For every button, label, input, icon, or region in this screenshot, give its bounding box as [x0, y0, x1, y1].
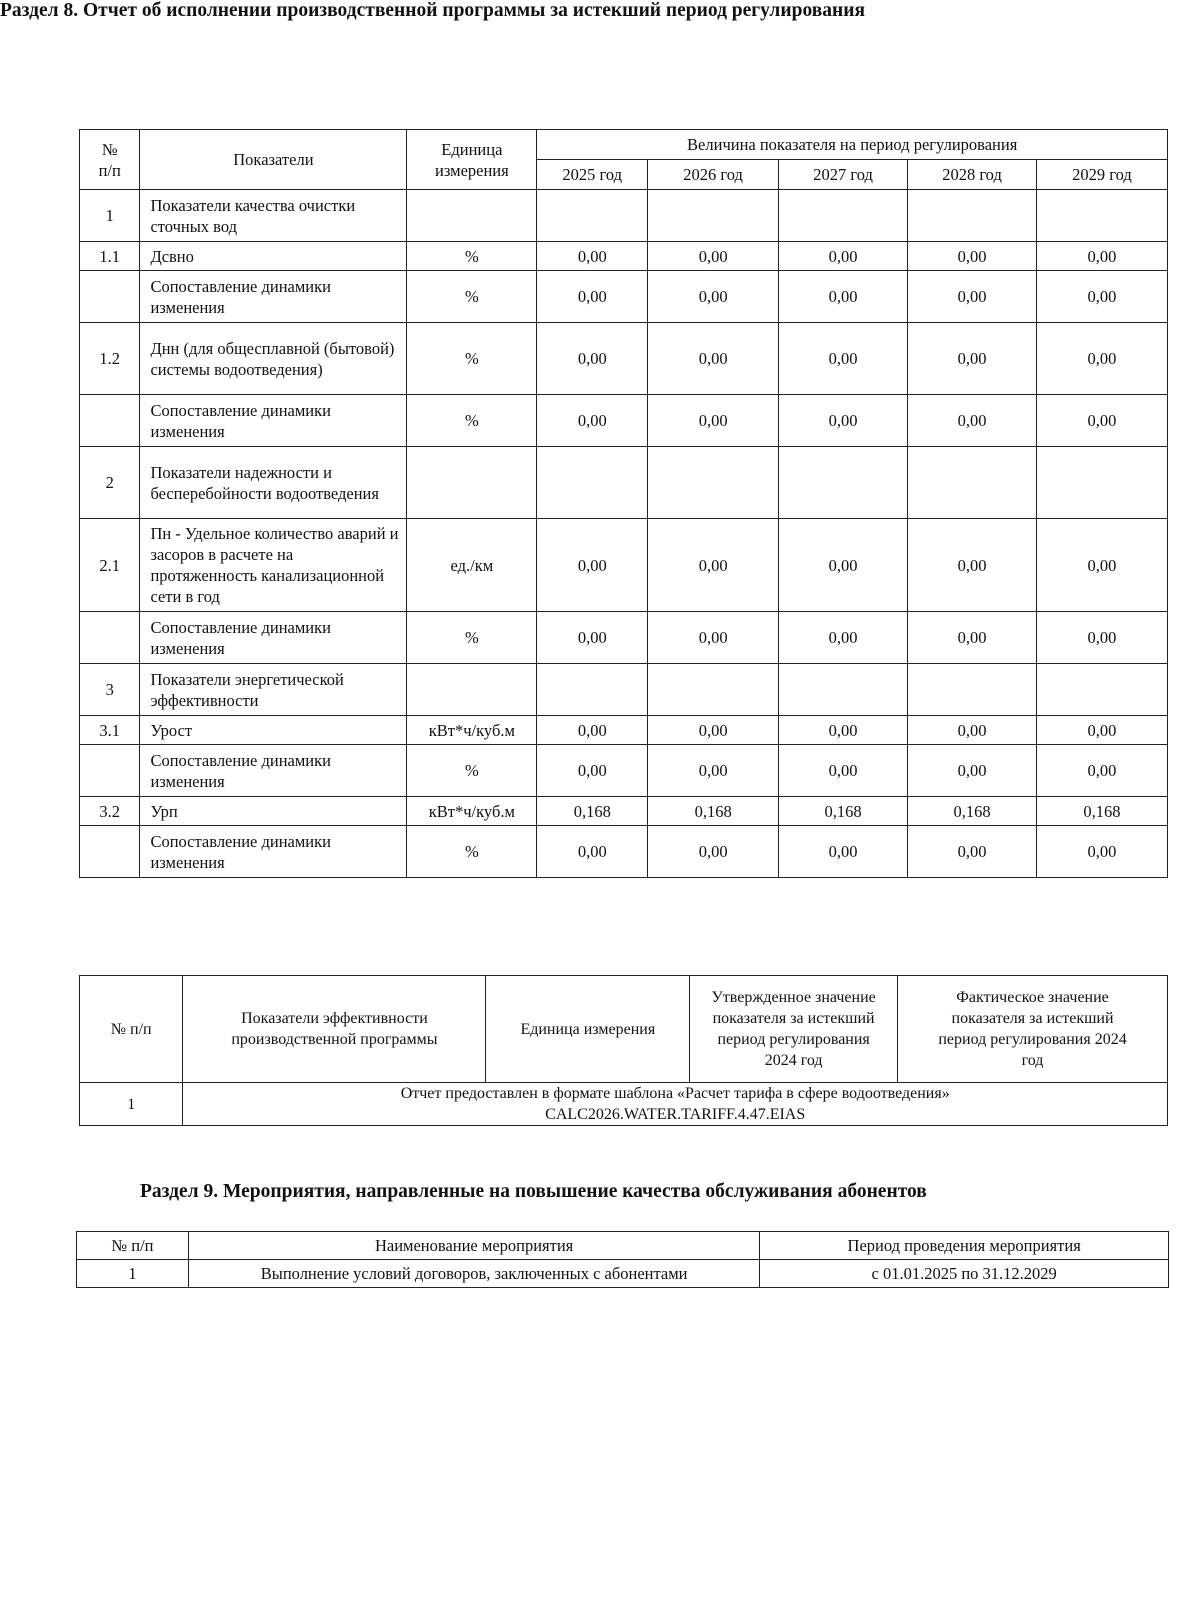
table-row	[80, 664, 1168, 716]
row-value	[908, 190, 1037, 242]
s9-header-period: Период проведения мероприятия	[760, 1232, 1169, 1260]
row-value	[648, 447, 779, 519]
row-num	[80, 826, 140, 878]
table-row	[80, 271, 1168, 323]
row-value: 0,00	[648, 271, 779, 323]
row-value: 0,00	[1036, 745, 1167, 797]
row-num	[80, 395, 140, 447]
header-year: 2025 год	[537, 160, 648, 190]
s8-row-text	[183, 1083, 1168, 1126]
row-value: 0,00	[537, 395, 648, 447]
row-value: 0,168	[648, 797, 779, 826]
row-indicator-name: Сопоставление динамики изменения	[140, 826, 407, 878]
row-value: 0,168	[908, 797, 1037, 826]
row-indicator-name: Сопоставление динамики изменения	[140, 395, 407, 447]
header-year: 2029 год	[1036, 160, 1167, 190]
row-unit: кВт*ч/куб.м	[407, 797, 537, 826]
section9-title: Раздел 9. Мероприятия, направленные на повышение качества обслуживания абонентов	[140, 1181, 927, 1202]
row-value	[537, 664, 648, 716]
row-value: 0,00	[908, 612, 1037, 664]
row-indicator-name: Урост	[140, 716, 407, 745]
row-value: 0,00	[1036, 519, 1167, 612]
row-value	[537, 447, 648, 519]
table-row	[80, 612, 1168, 664]
s8-header-actual: Фактическое значение показателя за истекший период регулирования 2024 год	[898, 976, 1168, 1083]
row-num	[80, 745, 140, 797]
section8-table	[79, 975, 1168, 1126]
row-indicator-name: Показатели качества очистки сточных вод	[140, 190, 407, 242]
row-value: 0,00	[648, 716, 779, 745]
row-value: 0,168	[779, 797, 908, 826]
row-value: 0,00	[648, 395, 779, 447]
row-value: 0,00	[1036, 323, 1167, 395]
row-value: 0,00	[537, 826, 648, 878]
row-value	[908, 447, 1037, 519]
row-unit: %	[407, 612, 537, 664]
row-value: 0,00	[908, 395, 1037, 447]
row-value: 0,00	[648, 519, 779, 612]
row-value: 0,00	[779, 242, 908, 271]
s9-header-num: № п/п	[77, 1232, 189, 1260]
table-row	[80, 519, 1168, 612]
row-value	[537, 190, 648, 242]
row-indicator-name: Сопоставление динамики изменения	[140, 745, 407, 797]
row-unit: кВт*ч/куб.м	[407, 716, 537, 745]
row-num: 2	[80, 447, 140, 519]
header-year: 2028 год	[908, 160, 1037, 190]
row-value: 0,00	[537, 745, 648, 797]
s9-row-period: с 01.01.2025 по 31.12.2029	[760, 1260, 1169, 1288]
row-value: 0,00	[908, 242, 1037, 271]
row-value	[779, 664, 908, 716]
row-value: 0,00	[779, 745, 908, 797]
row-value: 0,00	[648, 242, 779, 271]
row-indicator-name: Пн - Удельное количество аварий и засоров в расчете на протяженность канализационной сети в год	[140, 519, 407, 612]
table-row	[80, 826, 1168, 878]
row-value: 0,00	[648, 826, 779, 878]
row-value: 0,00	[779, 716, 908, 745]
row-unit: %	[407, 323, 537, 395]
row-num: 1	[80, 190, 140, 242]
row-unit	[407, 190, 537, 242]
row-unit	[407, 664, 537, 716]
row-value	[1036, 190, 1167, 242]
row-unit: ед./км	[407, 519, 537, 612]
row-num: 1.1	[80, 242, 140, 271]
row-value: 0,00	[779, 826, 908, 878]
row-num: 3.2	[80, 797, 140, 826]
row-unit: %	[407, 395, 537, 447]
row-value	[1036, 664, 1167, 716]
s8-header-indicators: Показатели эффективности производственной программы	[183, 976, 486, 1083]
row-value: 0,00	[1036, 242, 1167, 271]
row-num: 3.1	[80, 716, 140, 745]
row-value	[648, 190, 779, 242]
row-value: 0,00	[779, 323, 908, 395]
row-value	[648, 664, 779, 716]
row-value: 0,00	[537, 242, 648, 271]
table-row	[80, 447, 1168, 519]
table-row	[80, 716, 1168, 745]
row-value: 0,168	[1036, 797, 1167, 826]
row-num: 3	[80, 664, 140, 716]
table-row	[80, 242, 1168, 271]
s9-header-name: Наименование мероприятия	[188, 1232, 759, 1260]
row-value: 0,00	[908, 323, 1037, 395]
row-value: 0,00	[648, 612, 779, 664]
row-value	[1036, 447, 1167, 519]
row-unit: %	[407, 271, 537, 323]
row-unit	[407, 447, 537, 519]
row-indicator-name: Дсвно	[140, 242, 407, 271]
s8-header-unit: Единица измерения	[486, 976, 690, 1083]
row-value: 0,00	[779, 271, 908, 323]
row-value: 0,168	[537, 797, 648, 826]
s9-row-num: 1	[77, 1260, 189, 1288]
row-value: 0,00	[908, 716, 1037, 745]
s8-header-approved: Утвержденное значение показателя за истекший период регулирования 2024 год	[690, 976, 898, 1083]
row-value: 0,00	[1036, 826, 1167, 878]
s9-row-name: Выполнение условий договоров, заключенных с абонентами	[188, 1260, 759, 1288]
header-num: № п/п	[80, 130, 140, 190]
row-value: 0,00	[1036, 271, 1167, 323]
row-value: 0,00	[908, 745, 1037, 797]
row-value: 0,00	[1036, 612, 1167, 664]
header-year: 2026 год	[648, 160, 779, 190]
row-value: 0,00	[908, 271, 1037, 323]
header-year: 2027 год	[779, 160, 908, 190]
row-value	[908, 664, 1037, 716]
s8-row-num: 1	[80, 1083, 183, 1126]
row-indicator-name: Сопоставление динамики изменения	[140, 612, 407, 664]
row-value: 0,00	[537, 271, 648, 323]
section8-title: Раздел 8. Отчет об исполнении производственной программы за истекший период регулирования	[0, 0, 866, 21]
row-indicator-name: Днн (для общесплавной (бытовой) системы водоотведения)	[140, 323, 407, 395]
row-num: 2.1	[80, 519, 140, 612]
row-num	[80, 612, 140, 664]
section9-table	[76, 1231, 1169, 1288]
s8-header-num: № п/п	[80, 976, 183, 1083]
row-value: 0,00	[779, 519, 908, 612]
s8-row-text-line2: CALC2026.WATER.TARIFF.4.47.EIAS	[545, 1106, 806, 1123]
row-value: 0,00	[779, 395, 908, 447]
row-value: 0,00	[1036, 716, 1167, 745]
row-value: 0,00	[648, 745, 779, 797]
table-row	[80, 395, 1168, 447]
row-indicator-name: Урп	[140, 797, 407, 826]
indicators-table	[79, 129, 1168, 878]
table-row	[80, 323, 1168, 395]
table-row	[80, 745, 1168, 797]
row-value: 0,00	[537, 612, 648, 664]
row-value: 0,00	[537, 519, 648, 612]
row-unit: %	[407, 242, 537, 271]
header-indicator: Показатели	[140, 130, 407, 190]
row-indicator-name: Показатели энергетической эффективности	[140, 664, 407, 716]
row-value: 0,00	[1036, 395, 1167, 447]
row-value: 0,00	[908, 826, 1037, 878]
row-value	[779, 447, 908, 519]
row-value	[779, 190, 908, 242]
table-row	[80, 797, 1168, 826]
row-value: 0,00	[537, 323, 648, 395]
row-unit: %	[407, 745, 537, 797]
row-num	[80, 271, 140, 323]
table-row	[80, 190, 1168, 242]
row-value: 0,00	[648, 323, 779, 395]
s8-row-text-line1: Отчет предоставлен в формате шаблона «Расчет тарифа в сфере водоотведения»	[400, 1085, 950, 1102]
row-indicator-name: Показатели надежности и бесперебойности водоотведения	[140, 447, 407, 519]
row-value: 0,00	[537, 716, 648, 745]
row-value: 0,00	[908, 519, 1037, 612]
row-value: 0,00	[779, 612, 908, 664]
header-period-group: Величина показателя на период регулирования	[537, 130, 1168, 160]
header-unit: Единица измерения	[407, 130, 537, 190]
row-indicator-name: Сопоставление динамики изменения	[140, 271, 407, 323]
row-unit: %	[407, 826, 537, 878]
row-num: 1.2	[80, 323, 140, 395]
